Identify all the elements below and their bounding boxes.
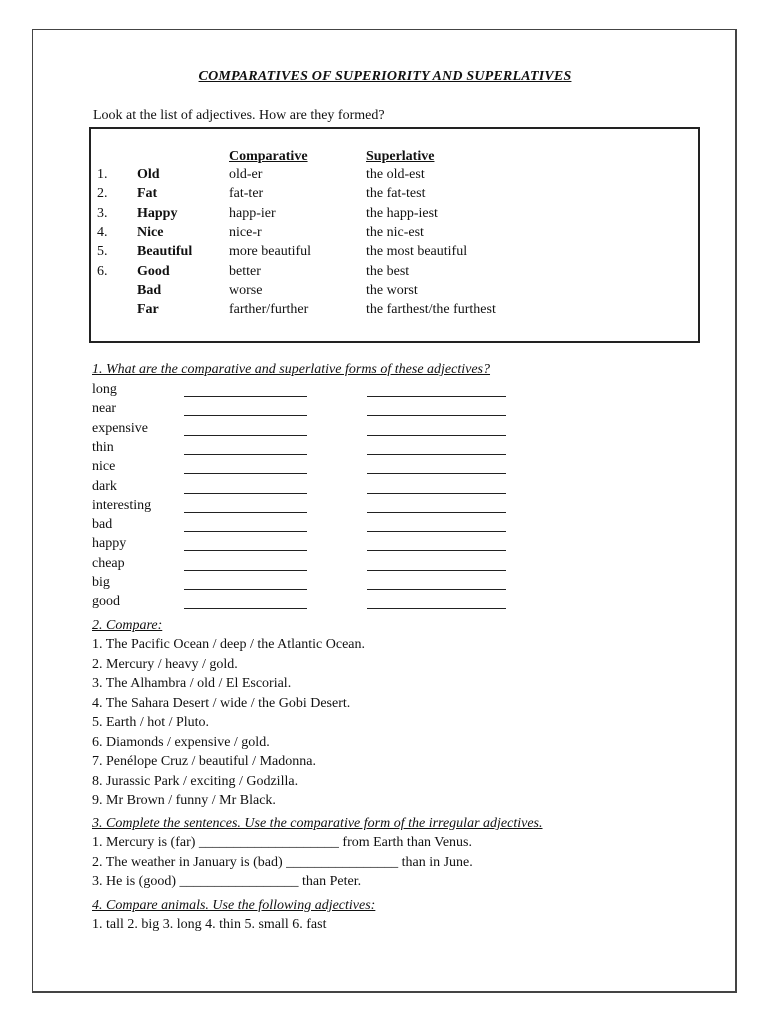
adjective-word: thin: [92, 439, 114, 455]
adjective-word: long: [92, 382, 117, 397]
comparative-header: Comparative: [229, 149, 308, 164]
adjective-word: good: [92, 594, 120, 610]
superlative-blank[interactable]: [367, 415, 506, 416]
comparative-form: better: [229, 263, 261, 279]
compare-item: 3. The Alhambra / old / El Escorial.: [92, 676, 292, 691]
adjective-word: interesting: [92, 497, 152, 513]
adjective-word: dark: [92, 478, 117, 494]
compare-item: 7. Penélope Cruz / beautiful / Madonna.: [92, 754, 316, 769]
superlative-form: the happ-iest: [366, 205, 438, 221]
comparative-blank[interactable]: [184, 531, 307, 532]
compare-item: 6. Diamonds / expensive / gold.: [92, 734, 270, 750]
row-number: 2.: [97, 186, 108, 202]
superlative-form: the farthest/the furthest: [366, 302, 496, 318]
comparative-blank[interactable]: [184, 435, 307, 436]
superlative-header: Superlative: [366, 149, 435, 164]
section4-adjectives: 1. tall 2. big 3. long 4. thin 5. small 6. fast: [92, 917, 327, 932]
adjective-word: nice: [92, 459, 116, 475]
intro-text: Look at the list of adjectives. How are they formed?: [93, 108, 385, 123]
comparative-blank[interactable]: [184, 415, 307, 416]
compare-item: 9. Mr Brown / funny / Mr Black.: [92, 793, 276, 808]
superlative-form: the fat-test: [366, 186, 426, 202]
superlative-blank[interactable]: [367, 589, 506, 590]
comparative-blank[interactable]: [184, 512, 307, 513]
comparative-blank[interactable]: [184, 396, 307, 397]
comparative-form: worse: [229, 282, 263, 298]
comparative-blank[interactable]: [184, 589, 307, 590]
compare-item: 2. Mercury / heavy / gold.: [92, 656, 238, 672]
superlative-blank[interactable]: [367, 512, 506, 513]
comparative-blank[interactable]: [184, 570, 307, 571]
superlative-blank[interactable]: [367, 473, 506, 474]
compare-item: 1. The Pacific Ocean / deep / the Atlantic Ocean.: [92, 637, 366, 652]
comparative-blank[interactable]: [184, 608, 307, 609]
comparative-form: more beautiful: [229, 244, 312, 260]
adjective-word: expensive: [92, 420, 148, 436]
comparative-blank[interactable]: [184, 550, 307, 551]
compare-item: 5. Earth / hot / Pluto.: [92, 715, 210, 730]
adjective-word: near: [92, 401, 117, 417]
superlative-form: the nic-est: [366, 224, 424, 240]
row-number: 5.: [97, 244, 108, 260]
row-number: 1.: [97, 167, 108, 182]
superlative-blank[interactable]: [367, 493, 506, 494]
compare-item: 4. The Sahara Desert / wide / the Gobi Desert.: [92, 695, 351, 711]
sentence-item: 3. He is (good) _________________ than Peter.: [92, 874, 362, 889]
section1-heading: 1. What are the comparative and superlative forms of these adjectives?: [92, 362, 491, 377]
row-number: 6.: [97, 263, 108, 279]
comparative-form: fat-ter: [229, 186, 264, 202]
superlative-form: the most beautiful: [366, 244, 468, 260]
adjective-word: cheap: [92, 555, 125, 571]
adjective: Beautiful: [137, 244, 193, 260]
comparative-form: nice-r: [229, 224, 262, 240]
section3-heading: 3. Complete the sentences. Use the comparative form of the irregular adjectives.: [92, 816, 543, 831]
adjective: Nice: [137, 224, 164, 240]
superlative-blank[interactable]: [367, 570, 506, 571]
superlative-form: the best: [366, 263, 410, 279]
comparative-form: farther/further: [229, 302, 309, 318]
adjective-word: big: [92, 575, 110, 590]
adjective-word: bad: [92, 517, 113, 533]
adjective: Happy: [137, 205, 178, 221]
superlative-blank[interactable]: [367, 550, 506, 551]
superlative-blank[interactable]: [367, 531, 506, 532]
comparative-blank[interactable]: [184, 473, 307, 474]
comparative-blank[interactable]: [184, 454, 307, 455]
adjective: Good: [137, 263, 170, 279]
comparative-blank[interactable]: [184, 493, 307, 494]
superlative-blank[interactable]: [367, 396, 506, 397]
comparative-form: happ-ier: [229, 205, 276, 221]
row-number: 3.: [97, 205, 108, 221]
adjective: Far: [137, 302, 159, 318]
superlative-blank[interactable]: [367, 435, 506, 436]
superlative-blank[interactable]: [367, 454, 506, 455]
section2-heading: 2. Compare:: [92, 618, 163, 633]
section4-heading: 4. Compare animals. Use the following adjectives:: [92, 898, 376, 913]
sentence-item: 2. The weather in January is (bad) ________________ than in June.: [92, 854, 473, 870]
superlative-blank[interactable]: [367, 608, 506, 609]
page-title: COMPARATIVES OF SUPERIORITY AND SUPERLATIVES: [198, 69, 572, 84]
adjective: Bad: [137, 282, 162, 298]
sentence-item: 1. Mercury is (far) ____________________ from Earth than Venus.: [92, 835, 473, 850]
adjective: Fat: [137, 186, 158, 202]
superlative-form: the old-est: [366, 167, 425, 182]
superlative-form: the worst: [366, 282, 418, 298]
row-number: 4.: [97, 224, 108, 240]
adjective-word: happy: [92, 536, 127, 552]
adjective: Old: [137, 167, 160, 182]
comparative-form: old-er: [229, 167, 263, 182]
compare-item: 8. Jurassic Park / exciting / Godzilla.: [92, 773, 299, 789]
